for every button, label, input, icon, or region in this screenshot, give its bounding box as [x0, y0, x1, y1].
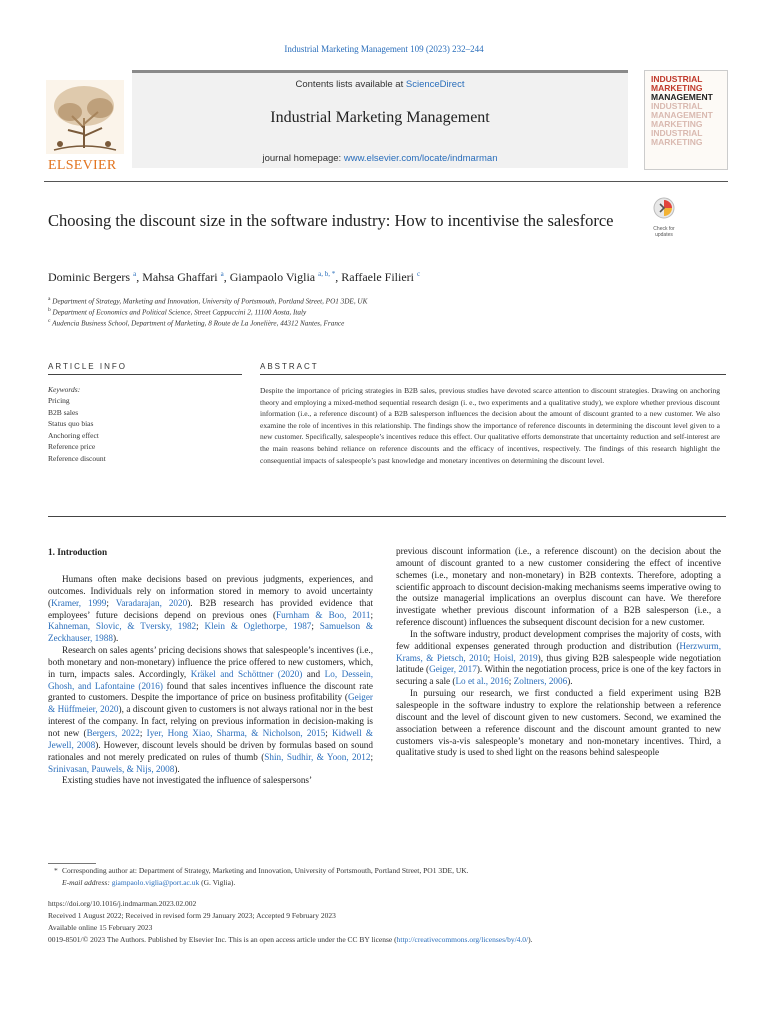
body-text: ). Within the negotiation process, price is one of the key factors in securing a sale (: [396, 664, 721, 687]
citation-link[interactable]: Kahneman, Slovic, & Tversky, 1982: [48, 621, 197, 632]
body-text: ;: [139, 727, 147, 738]
running-header: Industrial Marketing Management 109 (2023) 232–244: [284, 44, 484, 54]
check-updates-icon: [646, 196, 682, 222]
email-note: [62, 878, 235, 887]
article-title: Choosing the discount size in the software industry: How to incentivise the salesforce: [48, 211, 614, 230]
citation-link[interactable]: Samuelson & Zeckhauser, 1988: [48, 621, 373, 644]
body-text: found that sales incentives influence the discount rate granted to customers. Despite the importance of price on business profitability (: [48, 680, 374, 703]
body-text: and: [302, 668, 325, 679]
journal-cover-thumbnail[interactable]: [644, 70, 728, 170]
homepage-link[interactable]: www.elsevier.com/locate/indmarman: [343, 153, 498, 164]
homepage-line: [132, 153, 628, 164]
journal-masthead: [44, 70, 728, 173]
citation-link[interactable]: Kräkel and Schöttner (2020): [190, 668, 303, 679]
available-online: Available online 15 February 2023: [48, 923, 153, 932]
cover-line: MANAGEMENT: [651, 92, 713, 102]
license-link[interactable]: http://creativecommons.org/licenses/by/4.0/: [396, 935, 529, 944]
abstract-bottom-rule: [48, 516, 726, 517]
article-info-heading: ARTICLE INFO: [48, 362, 127, 371]
body-text: ;: [508, 676, 514, 687]
corresponding-author-note: [54, 866, 469, 875]
affiliation: [48, 307, 306, 316]
elsevier-logo[interactable]: [44, 78, 128, 173]
body-paragraph: [396, 688, 721, 759]
cover-line: INDUSTRIAL: [651, 74, 703, 84]
corresponding-author-text: Corresponding author at: Department of Strategy, Marketing and Innovation, University of Portsmouth, Portland Street, PO1 3DE, UK.: [62, 866, 469, 875]
keywords-label: Keywords:: [48, 385, 81, 394]
affiliation-text: Audencia Business School, Department of Marketing, 8 Route de La Jonelière, 44312 Nantes, France: [52, 319, 345, 328]
sciencedirect-link[interactable]: ScienceDirect: [405, 79, 465, 90]
license-text: 0019-8501/© 2023 The Authors. Published by Elsevier Inc. This is an open access article under the CC BY license (: [48, 935, 397, 944]
author-name[interactable]: Raffaele Filieri: [341, 270, 414, 284]
citation-link[interactable]: Herzwurm, Krams, & Pietsch, 2010: [396, 640, 721, 663]
check-updates-label: Check for: [653, 226, 675, 232]
section-heading: 1. Introduction: [48, 547, 108, 557]
keyword: Reference price: [48, 442, 96, 451]
cover-line: MANAGEMENT: [651, 110, 713, 120]
body-text: ;: [487, 652, 494, 663]
keyword: Pricing: [48, 396, 70, 405]
footnote-asterisk: *: [54, 866, 58, 875]
homepage-prefix: journal homepage:: [262, 153, 344, 164]
email-label: E-mail address:: [62, 878, 110, 887]
footnote-rule: [48, 863, 96, 864]
keyword: B2B sales: [48, 407, 79, 417]
body-text: In pursuing our research, we first conducted a field experiment using B2B salespeople in the software industry to explore the relationship between a reference discount and the level of discount given to new customers. Second, we examined the association between a reference discount and the discount amount granted to new customers vis-a-vis salespeople’s monetary and non-monetary incentives. Third, a qualitative study is used to shed light on the reasons behind salespeople: [396, 688, 721, 758]
author-name[interactable]: Mahsa Ghaffari: [142, 270, 218, 284]
body-text: Research on sales agents’ pricing decisions shows that salespeople’s incentives (i.e., both monetary and non-monetary) influence the price offered to new customers, which, in turn, impacts sales. Accordingly,: [48, 645, 373, 679]
body-column-right: [396, 546, 721, 759]
author-name[interactable]: Dominic Bergers: [48, 270, 131, 284]
citation-link[interactable]: Bergers, 2022: [86, 727, 140, 738]
affiliation-text: Department of Economics and Political Science, Street Cappuccini 2, 11100 Aosta, Italy: [52, 308, 307, 317]
journal-title: Industrial Marketing Management: [270, 109, 490, 126]
cover-line: INDUSTRIAL: [651, 128, 703, 138]
affiliation-marker: c: [48, 318, 51, 324]
elsevier-wordmark: ELSEVIER: [48, 158, 117, 173]
body-text: In the software industry, product development comprises the majority of costs, with few additional expenses generated through production and distribution (: [396, 628, 721, 651]
cover-line: MARKETING: [651, 137, 703, 147]
citation-link[interactable]: Klein & Oglethorpe, 1987: [204, 621, 312, 632]
cover-line: MARKETING: [651, 119, 703, 129]
license-suffix: ).: [528, 935, 533, 944]
body-text: ;: [106, 597, 116, 608]
affiliation: [48, 296, 367, 305]
abstract-text: Despite the importance of pricing strategies in B2B sales, previous studies have devoted scarce attention to discount strategies. Drawing on anchoring theory and employing a mixed-method sequential research design (i. e., two experiments and a qualitative study), we explore whether previous discount information (i.e., a reference discount) of a B2B salesperson influences the decision about the amount of discount granted to a new customer. We also examine the role of incentives in this relationship. The findings show the importance of reference discounts in determining the discount level given to a new customer. Specifically, salespeople’s incentives reduce this effect. Our qualitative efforts demonstrate that uncertainty reduction and self-interest are the main reasons behind reliance on reference discounts and the efficacy of incentives, respectively. The findings of this research highlight the consequential impacts of salespeople’s past knowledge and monetary incentives on determining the discount level.: [260, 386, 720, 465]
body-text: ). B2B research has provided evidence that employees’ future decisions depend on previous ones (: [48, 597, 373, 620]
citation-link[interactable]: Geiger, 2017: [429, 664, 477, 675]
citation-link[interactable]: Varadarajan, 2020: [115, 597, 188, 608]
citation-link[interactable]: Zoltners, 2006: [513, 676, 568, 687]
contents-prefix: Contents lists available at: [295, 79, 406, 90]
body-text: Existing studies have not investigated the influence of salespersons’: [62, 775, 313, 786]
check-for-updates-badge[interactable]: [646, 196, 682, 238]
body-text: ;: [370, 609, 373, 620]
citation-link[interactable]: Furnham & Boo, 2011: [276, 609, 371, 620]
body-text: ;: [325, 727, 333, 738]
body-text: Humans often make decisions based on previous judgments, experiences, and outcomes. Individuals rely on information stored in memory to avoid uncertainty (: [48, 574, 373, 608]
body-text: ), thus giving B2B salespeople wide negotiation latitude (: [396, 652, 722, 675]
citation-link[interactable]: Shin, Sudhir, & Yoon, 2012: [264, 751, 371, 762]
masthead-divider: [44, 181, 728, 182]
abstract-heading: ABSTRACT: [260, 362, 319, 371]
body-paragraph: [396, 629, 721, 688]
cover-line: MARKETING: [651, 83, 703, 93]
cover-line: INDUSTRIAL: [651, 101, 703, 111]
affiliation-marker: a: [48, 296, 51, 302]
keyword: Status quo bias: [48, 419, 94, 428]
citation-link[interactable]: Lo et al., 2016: [455, 676, 509, 687]
body-text: ), a discount given to customers is not always rational nor in the best interest of the company. In fact, relying on previous information in decision-making is not new (: [48, 704, 373, 738]
body-text: previous discount information (i.e., a reference discount) on the decision about the amount of discount granted to a new customer considering the effect of incentive schemes (i.e., monetary and non-monetary) in B2B contexts. Therefore, adopting a scientific approach to discount decision-making mechanisms seems imperative owing to the outsize managerial implications an overplus discount can have. We therefore investigate whether previous discount information of a B2B salesperson (i.e., a reference discount) influences the subsequent discount decision for a new customer.: [396, 546, 721, 628]
body-text: ;: [311, 621, 320, 632]
author-affil-marker[interactable]: a: [133, 270, 137, 278]
body-paragraph: [48, 775, 373, 787]
email-link[interactable]: giampaolo.viglia@port.ac.uk: [111, 878, 200, 887]
author-affil-marker[interactable]: a: [220, 270, 224, 278]
body-text: ).: [112, 633, 119, 644]
author-list: Dominic Bergers $^a$, Mahsa Ghaffari $^a$, Giampaolo Viglia $^{a, b, *}$, Raffaele Filieri $^c$: [48, 270, 421, 284]
elsevier-tree-icon: [44, 78, 128, 156]
body-paragraph: [48, 574, 373, 645]
affiliation-marker: b: [48, 307, 51, 313]
body-text: ;: [370, 751, 373, 762]
body-paragraph: [396, 546, 721, 629]
email-suffix: (G. Viglia).: [201, 878, 236, 887]
doi-link[interactable]: https://doi.org/10.1016/j.indmarman.2023.02.002: [48, 899, 197, 908]
affiliation: [48, 318, 344, 327]
citation-link[interactable]: Lo, Dessein, Ghosh, and Lafontaine (2016): [48, 668, 374, 691]
author-affil-marker[interactable]: c: [417, 270, 421, 278]
license-line: [48, 935, 533, 944]
citation-link[interactable]: Iyer, Hong Xiao, Sharma, & Nicholson, 2015: [146, 727, 326, 738]
citation-link[interactable]: Kramer, 1999: [51, 597, 107, 608]
citation-link[interactable]: Geiger & Hüffmeier, 2020: [48, 692, 373, 715]
contents-line: [132, 79, 628, 90]
author-affil-marker[interactable]: a, b, *: [318, 270, 336, 278]
affiliation-text: Department of Strategy, Marketing and Innovation, University of Portsmouth, Portland Street, PO1 3DE, UK: [52, 297, 368, 306]
body-text: ). However, discount levels should be driven by formulas based on sound rationales and not merely predicated on rules of thumb (: [48, 739, 373, 762]
keyword: Anchoring effect: [48, 430, 99, 440]
body-paragraph: [48, 645, 373, 775]
author-name[interactable]: Giampaolo Viglia: [229, 270, 316, 284]
citation-link[interactable]: Hoisl, 2019: [493, 652, 538, 663]
citation-link[interactable]: Kidwell & Jewell, 2008: [48, 727, 374, 750]
received-dates: Received 1 August 2022; Received in revised form 29 January 2023; Accepted 9 February 2023: [48, 911, 336, 920]
check-updates-label: updates: [655, 231, 673, 238]
body-text: ;: [196, 621, 205, 632]
article-info-rule: [48, 374, 242, 375]
citation-link[interactable]: Srinivasan, Pauwels, & Nijs, 2008: [48, 763, 175, 774]
body-column-left: [48, 574, 373, 787]
body-text: ).: [567, 676, 573, 687]
masthead-panel: [132, 73, 628, 168]
abstract-rule: [260, 374, 726, 375]
body-text: ).: [174, 763, 180, 774]
keyword: Reference discount: [48, 453, 106, 463]
